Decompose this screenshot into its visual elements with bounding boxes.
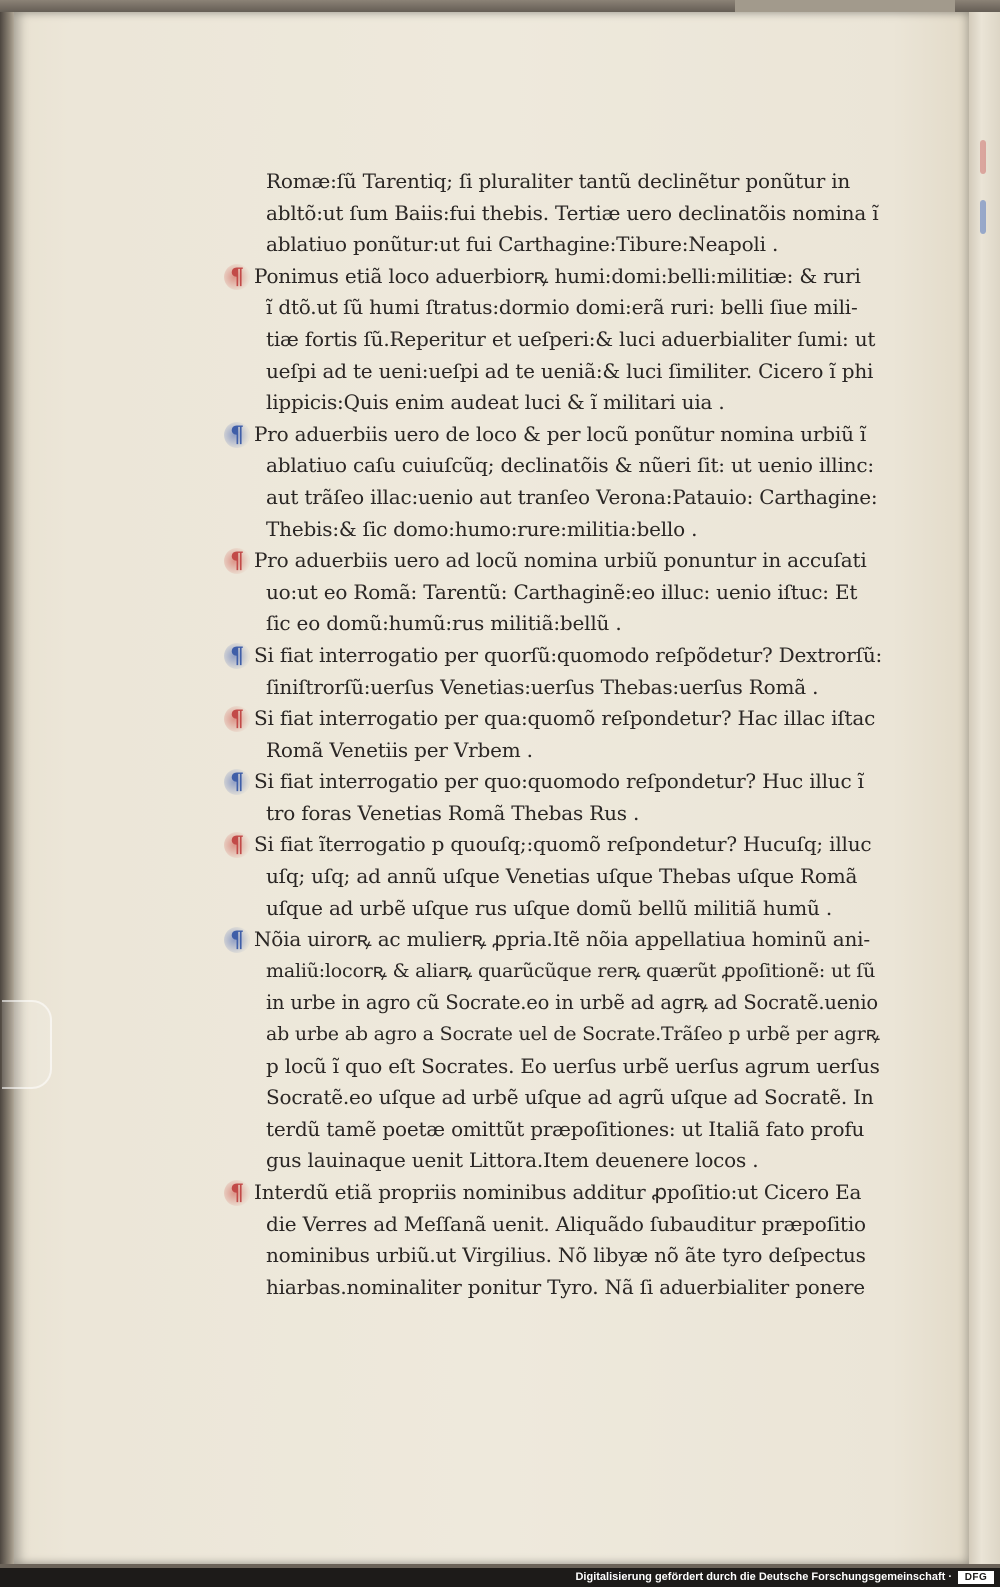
text-line xyxy=(230,703,881,735)
line-text: aut trãſeo illac:uenio aut tranſeo Verona:Patauio: Carthagine: xyxy=(266,484,878,509)
line-text: Romã Venetiis per Vrbem . xyxy=(266,737,533,762)
red-pilcrow-icon: ¶ xyxy=(224,1180,250,1206)
text-line xyxy=(236,798,881,830)
line-text: ſic eo domũ:humũ:rus militiã:bellũ . xyxy=(266,611,622,636)
line-text: p locũ ĩ quo eſt Socrates. Eo uerſus urbẽ uerſus agrum uerſus xyxy=(266,1053,880,1078)
line-text: tro foras Venetias Romã Thebas Rus . xyxy=(266,800,640,825)
line-text: ueſpi ad te ueni:ueſpi ad te ueniã:& luci ſimiliter. Cicero ĩ phi xyxy=(266,358,874,383)
line-text: gus lauinaque uenit Littora.Item deuenere locos . xyxy=(266,1148,759,1173)
line-text: ablatiuo ponũtur:ut fui Carthagine:Tibure:Neapoli . xyxy=(266,232,779,257)
text-line xyxy=(236,956,881,988)
footer xyxy=(0,1568,1000,1587)
line-text: ab urbe ab agro a Socrate uel de Socrate.Trãſeo p urbẽ per agrꝶ xyxy=(266,1023,880,1046)
blue-marker xyxy=(980,200,986,234)
line-text: Pro aduerbiis uero ad locũ nomina urbiũ ponuntur in accuſati xyxy=(254,548,867,573)
line-text: ſiniſtrorſũ:uerſus Venetias:uerſus Thebas:uerſus Romã . xyxy=(266,674,819,699)
text-line xyxy=(230,766,881,798)
line-text: die Verres ad Meſſanã uenit. Aliquãdo ſubauditur præpoſitio xyxy=(266,1211,866,1236)
line-text: Pro aduerbiis uero de loco & per locũ ponũtur nomina urbiũ ĩ xyxy=(254,421,867,446)
text-line xyxy=(236,1272,881,1304)
red-marker xyxy=(980,140,986,174)
line-text: lippicis:Quis enim audeat luci & ĩ militari uia . xyxy=(266,390,725,415)
line-text: terdũ tamẽ poetæ omittũt præpoſitiones: ut Italiã fato profu xyxy=(266,1116,865,1141)
text-line xyxy=(230,829,881,861)
line-text: abltõ:ut ſum Baiis:fui thebis. Tertiæ uero declinatõis nomina ĩ xyxy=(266,200,879,225)
line-text: Si fiat ĩterrogatio p quouſq;:quomõ reſpondetur? Hucuſq; illuc xyxy=(254,832,872,857)
text-line xyxy=(236,577,881,609)
line-text: Ponimus etiã loco aduerbiorꝶ humi:domi:belli:militiæ: & ruri xyxy=(254,263,861,288)
text-line xyxy=(230,419,881,451)
line-text: Interdũ etiã propriis nominibus additur ꝓpoſitio:ut Cicero Ea xyxy=(254,1180,862,1204)
blue-pilcrow-icon: ¶ xyxy=(224,422,250,448)
blue-pilcrow-icon: ¶ xyxy=(224,927,250,953)
line-text: tiæ fortis ſũ.Reperitur et ueſperi:& luci aduerbialiter ſumi: ut xyxy=(266,326,876,351)
line-text: nominibus urbiũ.ut Virgilius. Nõ libyæ nõ ãte tyro deſpectus xyxy=(266,1243,866,1268)
page-clip xyxy=(2,1000,52,1089)
text-line xyxy=(236,514,881,546)
line-text: hiarbas.nominaliter ponitur Tyro. Nã ſi aduerbialiter ponere xyxy=(266,1274,865,1299)
text-line xyxy=(236,166,881,198)
line-text: Si fiat interrogatio per quorſũ:quomodo reſpõdetur? Dextrorſũ: xyxy=(254,642,883,667)
text-line xyxy=(230,261,881,293)
text-line xyxy=(236,1051,881,1083)
text-line xyxy=(230,1177,881,1209)
line-text: uſque ad urbẽ uſque rus uſque domũ bellũ militiã humũ . xyxy=(266,895,832,920)
text-line xyxy=(230,640,883,672)
text-line xyxy=(236,1240,881,1272)
line-text: maliũ:locorꝶ & aliarꝶ quarũcũque rerꝶ quærũt ꝓpoſitionẽ: ut ſũ xyxy=(266,959,876,982)
line-text: ĩ dtõ.ut ſũ humi ſtratus:dormio domi:erã ruri: belli ſiue mili- xyxy=(266,295,858,320)
line-text: Romæ:ſũ Tarentiq; ſi pluraliter tantũ declinẽtur ponũtur in xyxy=(266,169,851,193)
text-line xyxy=(236,198,881,230)
text-line xyxy=(236,1209,881,1241)
line-text: in urbe in agro cũ Socrate.eo in urbẽ ad agrꝶ ad Socratẽ.uenio xyxy=(266,991,878,1015)
text-line xyxy=(236,608,881,640)
text-line xyxy=(236,861,881,893)
text-line xyxy=(236,1019,881,1051)
line-text: Thebis:& ſic domo:humo:rure:militia:bello . xyxy=(266,516,698,541)
text-line xyxy=(236,672,881,704)
text-line xyxy=(236,450,881,482)
line-text: Si fiat interrogatio per qua:quomõ reſpondetur? Hac illac iſtac xyxy=(254,706,876,731)
line-text: Socratẽ.eo uſque ad urbẽ uſque ad agrũ uſque ad Socratẽ. In xyxy=(266,1085,874,1110)
blue-pilcrow-icon: ¶ xyxy=(224,643,250,669)
dfg-logo: DFG xyxy=(958,1571,994,1584)
text-line xyxy=(230,924,881,956)
text-line xyxy=(236,292,881,324)
text-line xyxy=(236,735,881,767)
text-block xyxy=(230,166,883,1303)
text-line xyxy=(236,1114,881,1146)
text-line xyxy=(236,482,881,514)
funding-note: Digitalisierung gefördert durch die Deutsche Forschungsgemeinschaft · xyxy=(575,1571,952,1583)
red-pilcrow-icon: ¶ xyxy=(224,548,250,574)
line-text: uo:ut eo Romã: Tarentũ: Carthaginẽ:eo illuc: uenio iſtuc: Et xyxy=(266,579,858,604)
text-line xyxy=(236,1145,881,1177)
blue-pilcrow-icon: ¶ xyxy=(224,769,250,795)
line-text: Nõia uirorꝶ ac mulierꝶ ꝓpria.Itẽ nõia appellatiua hominũ ani- xyxy=(254,927,870,952)
text-line xyxy=(230,545,881,577)
red-pilcrow-icon: ¶ xyxy=(224,706,250,732)
text-line xyxy=(236,387,881,419)
text-line xyxy=(236,229,881,261)
text-line xyxy=(236,1082,881,1114)
line-text: Si fiat interrogatio per quo:quomodo reſpondetur? Huc illuc ĩ xyxy=(254,769,864,794)
text-line xyxy=(236,893,881,925)
text-line xyxy=(236,987,881,1019)
text-line xyxy=(236,324,881,356)
next-page-edge xyxy=(969,12,1000,1564)
line-text: ablatiuo caſu cuiuſcũq; declinatõis & nũeri ſit: ut uenio illinc: xyxy=(266,453,874,478)
text-line xyxy=(236,356,881,388)
red-pilcrow-icon: ¶ xyxy=(224,832,250,858)
line-text: uſq; uſq; ad annũ uſque Venetias uſque Thebas uſque Romã xyxy=(266,864,858,889)
red-pilcrow-icon: ¶ xyxy=(224,264,250,290)
